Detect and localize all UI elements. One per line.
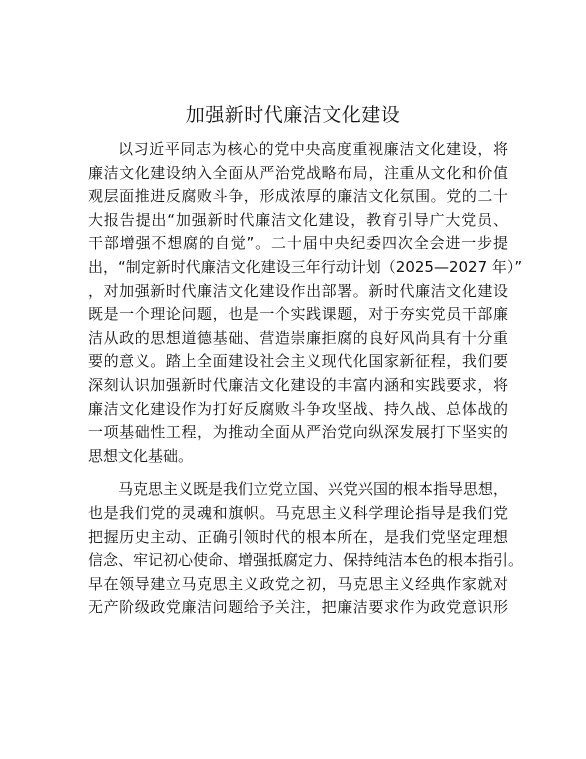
document-body bbox=[88, 138, 524, 620]
paragraph-line: 无产阶级政党廉洁问题给予关注，把廉洁要求作为政党意识形 bbox=[88, 598, 508, 617]
paragraph-line: 也是我们党的灵魂和旗帜。马克思主义科学理论指导是我们党 bbox=[88, 503, 508, 522]
paragraph-line: 以习近平同志为核心的党中央高度重视廉洁文化建设，将 bbox=[118, 140, 508, 158]
paragraph-line: 洁从政的思想道德基础、营造崇廉拒腐的良好风尚具有十分重 bbox=[88, 328, 508, 347]
paragraph-1 bbox=[88, 138, 523, 468]
paragraph-line: 要的意义。踏上全面建设社会主义现代化国家新征程，我们要 bbox=[88, 352, 508, 371]
paragraph-line: 观层面推进反腐败斗争，形成浓厚的廉洁文化氛围。党的二十 bbox=[88, 187, 508, 206]
paragraph-line: 出，“制定新时代廉洁文化建设三年行动计划（2025—2027 年）” bbox=[88, 257, 523, 276]
paragraph-2 bbox=[88, 478, 524, 620]
paragraph-line: 思想文化基础。 bbox=[88, 446, 194, 465]
paragraph-line: 廉洁文化建设作为打好反腐败斗争攻坚战、持久战、总体战的 bbox=[88, 399, 508, 418]
paragraph-line: 廉洁文化建设纳入全面从严治党战略布局，注重从文化和价值 bbox=[88, 163, 508, 182]
paragraph-line: 大报告提出“加强新时代廉洁文化建设，教育引导广大党员、 bbox=[88, 210, 508, 229]
paragraph-line: 既是一个理论问题，也是一个实践课题，对于夯实党员干部廉 bbox=[88, 305, 508, 324]
paragraph-line: 深刻认识加强新时代廉洁文化建设的丰富内涵和实践要求，将 bbox=[88, 375, 508, 394]
paragraph-line: 把握历史主动、正确引领时代的根本所在，是我们党坚定理想 bbox=[88, 527, 508, 546]
paragraph-line: 一项基础性工程，为推动全面从严治党向纵深发展打下坚实的 bbox=[88, 423, 508, 442]
paragraph-line: 马克思主义既是我们立党立国、兴党兴国的根本指导思想， bbox=[118, 480, 509, 499]
paragraph-line: 信念、牢记初心使命、增强抵腐定力、保持纯洁本色的根本指引。 bbox=[88, 551, 524, 570]
paragraph-spacer bbox=[88, 468, 508, 478]
document-title: 加强新时代廉洁文化建设 bbox=[185, 104, 401, 126]
paragraph-line: 干部增强不想腐的自觉”。二十届中央纪委四次全会进一步提 bbox=[88, 234, 508, 253]
paragraph-line: 早在领导建立马克思主义政党之初，马克思主义经典作家就对 bbox=[88, 574, 508, 593]
paragraph-line: ，对加强新时代廉洁文化建设作出部署。新时代廉洁文化建设 bbox=[88, 281, 508, 300]
